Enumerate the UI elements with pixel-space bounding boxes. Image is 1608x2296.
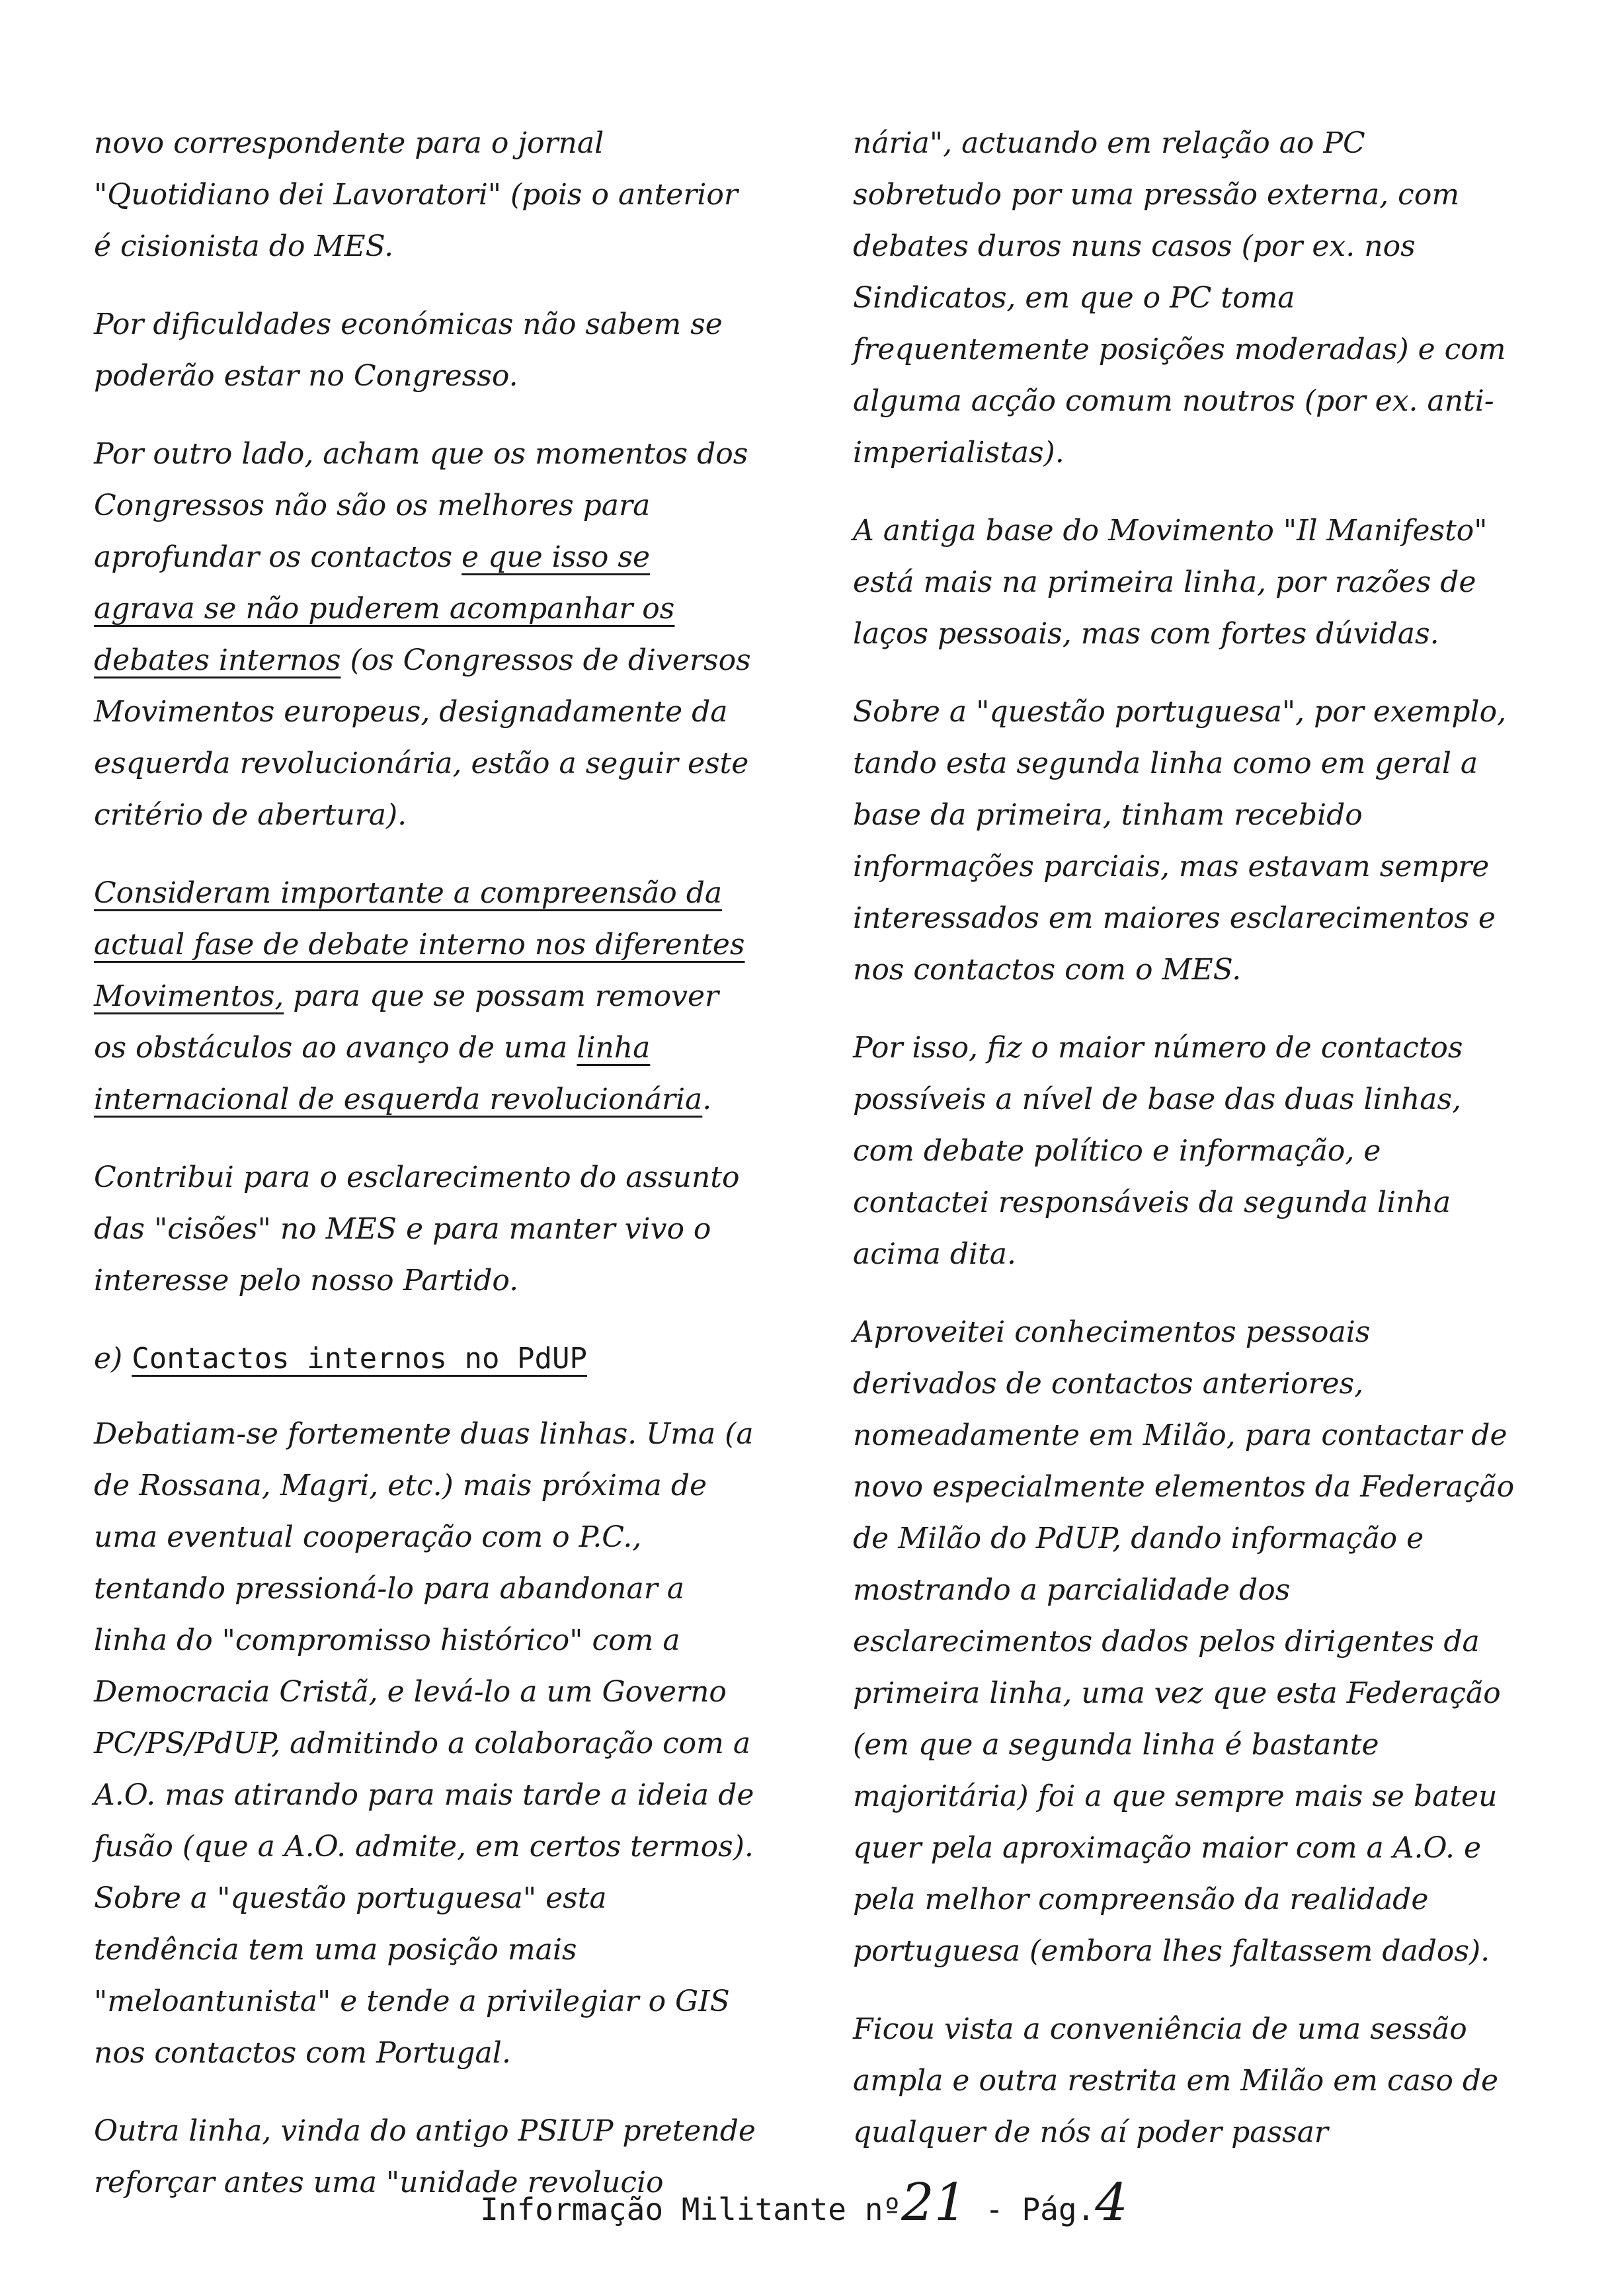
- left-paragraph-4: [94, 868, 758, 1126]
- footer-issue-number: 21: [901, 2173, 967, 2233]
- left-paragraph-7: Outra linha, vinda do antigo PSIUP pretende reforçar antes uma "unidade revolucio: [94, 2114, 756, 2199]
- right-paragraph-1: nária", actuando em relação ao PC sobretudo por uma pressão externa, com debates duros nuns casos (por ex. nos Sindicatos, em que o PC toma frequentemente posições moderadas) e com alguma acção comum noutros (por ex. anti-imperialistas).: [853, 126, 1506, 470]
- left-paragraph-3-part-a: Por outro lado, acham que os momentos dos Congressos não são os melhores para aprofundar os contactos: [94, 437, 748, 574]
- section-title: Contactos internos no PdUP: [132, 1342, 587, 1375]
- left-paragraph-4-part-b: para que se possam remover os obstáculos ao avanço de uma: [94, 979, 719, 1065]
- footer-page-label: - Pág.: [985, 2192, 1096, 2227]
- left-paragraph-1: novo correspondente para o jornal "Quotidiano dei Lavoratori" (pois o anterior é cisionista do MES.: [94, 126, 738, 263]
- left-paragraph-3-part-c: (os Congressos de diversos Movimentos europeus, designadamente da esquerda revolucionária, estão a seguir este critério de abertura).: [94, 643, 751, 832]
- right-paragraph-3: Sobre a "questão portuguesa", por exemplo, tando esta segunda linha como em geral a base da primeira, tinham recebido informações parciais, mas estavam sempre interessados em maiores esclarecimentos e nos contactos com o MES.: [853, 695, 1507, 987]
- right-paragraph-5: Aproveitei conhecimentos pessoais derivados de contactos anteriores, nomeadamente em Milão, para contactar de novo especialmente elementos da Federação de Milão do PdUP, dando informação e mostrando a parcialidade dos esclarecimentos dados pelos dirigentes da primeira linha, uma vez que esta Federação (em que a segunda linha é bastante majoritária) foi a que sempre mais se bateu quer pela aproximação maior com a A.O. e pela melhor compreensão da realidade portuguesa (embora lhes faltassem dados).: [853, 1315, 1515, 1968]
- left-column: [94, 118, 758, 2235]
- right-paragraph-2: A antiga base do Movimento "Il Manifesto" está mais na primeira linha, por razões de laços pessoais, mas com fortes dúvidas.: [853, 514, 1488, 651]
- left-paragraph-4-part-d: .: [702, 1083, 712, 1116]
- left-paragraph-3-underlined: e que isso se agrava se não puderem acompanhar os debates internos: [94, 540, 675, 677]
- left-paragraph-5: Contribui para o esclarecimento do assunto das "cisões" no MES e para manter vivo o interesse pelo nosso Partido.: [94, 1161, 740, 1297]
- left-paragraph-4-underlined-c: linha internacional de esquerda revolucionária: [94, 1031, 703, 1116]
- left-paragraph-2: Por dificuldades económicas não sabem se poderão estar no Congresso.: [94, 308, 723, 393]
- footer-publication-label: Informação Militante nº: [480, 2192, 902, 2227]
- footer-page-number: 4: [1095, 2173, 1128, 2233]
- left-paragraph-3: [94, 429, 758, 841]
- left-paragraph-6: Debatiam-se fortemente duas linhas. Uma (a de Rossana, Magri, etc.) mais próxima de uma eventual cooperação com o P.C., tentando pressioná-lo para abandonar a linha do "compromisso histórico" com a Democracia Cristã, e levá-lo a um Governo PC/PS/PdUP, admitindo a colaboração com a A.O. mas atirando para mais tarde a ideia de fusão (que a A.O. admite, em certos termos). Sobre a "questão portuguesa" esta tendência tem uma posição mais "meloantunista" e tende a privilegiar o GIS nos contactos com Portugal.: [94, 1417, 754, 2070]
- right-column: [853, 118, 1521, 2185]
- section-heading: [94, 1333, 758, 1385]
- page-footer: [0, 2173, 1608, 2233]
- right-paragraph-4: Por isso, fiz o maior número de contactos possíveis a nível de base das duas linhas, com debate político e informação, e contactei responsáveis da segunda linha acima dita.: [853, 1031, 1463, 1271]
- right-paragraph-6: Ficou vista a conveniência de uma sessão ampla e outra restrita em Milão em caso de qualquer de nós aí poder passar: [853, 2012, 1499, 2149]
- left-paragraph-4-underlined-a: Consideram importante a compreensão da actual fase de debate interno nos diferentes Movimentos,: [94, 876, 745, 1013]
- section-marker: e): [94, 1342, 123, 1375]
